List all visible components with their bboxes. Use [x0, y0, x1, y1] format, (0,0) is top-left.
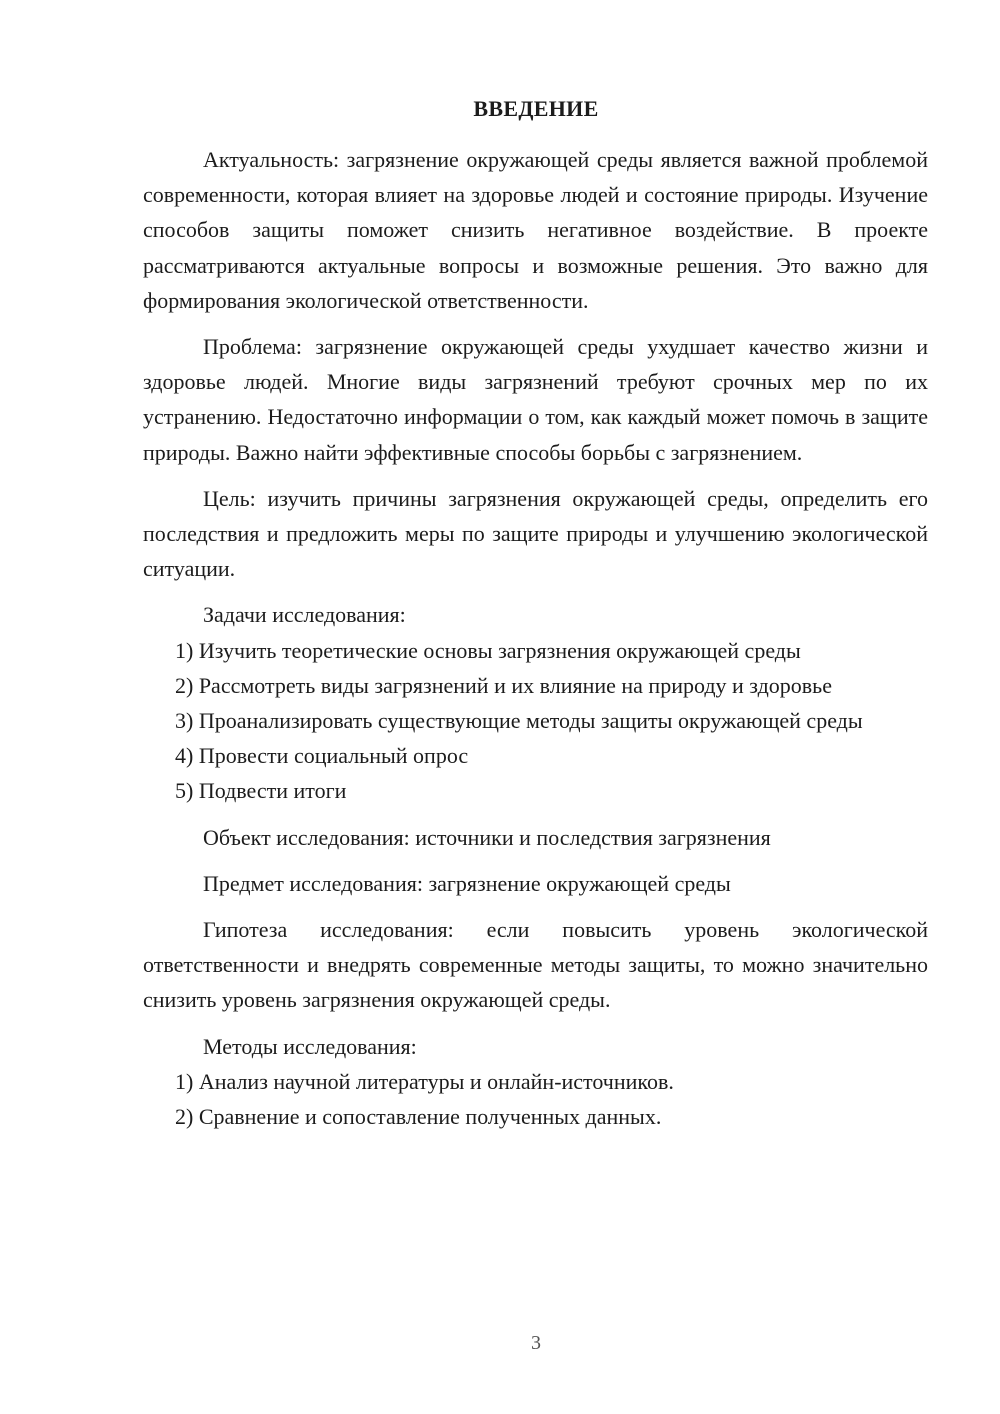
page-number: 3: [531, 1332, 541, 1354]
methods-heading: Методы исследования:: [203, 1033, 417, 1059]
method-item: 2) Сравнение и сопоставление полученных данных.: [175, 1104, 662, 1130]
task-item: 4) Провести социальный опрос: [175, 743, 469, 769]
subject-paragraph: Предмет исследования: загрязнение окружающей среды: [203, 870, 731, 896]
relevance-paragraph: Актуальность: загрязнение окружающей среды является важной проблемой современности, которая влияет на здоровье людей и состояние природы. Изучение способов защиты поможет снизить негативное воздействие. В проекте рассматриваются актуальные вопросы и возможные решения. Это важно для формирования экологической ответственности.: [143, 147, 928, 313]
object-paragraph: Объект исследования: источники и последствия загрязнения: [203, 824, 771, 850]
task-item: 2) Рассмотреть виды загрязнений и их влияние на природу и здоровье: [175, 672, 832, 698]
problem-paragraph: Проблема: загрязнение окружающей среды ухудшает качество жизни и здоровье людей. Многие виды загрязнений требуют срочных мер по их устранению. Недостаточно информации о том, как каждый может помочь в защите природы. Важно найти эффективные способы борьбы с загрязнением.: [143, 334, 928, 465]
task-item: 5) Подвести итоги: [175, 778, 347, 804]
task-item: 1) Изучить теоретические основы загрязнения окружающей среды: [175, 637, 801, 663]
goal-paragraph: Цель: изучить причины загрязнения окружающей среды, определить его последствия и предложить меры по защите природы и улучшению экологической ситуации.: [143, 485, 928, 582]
document-body: [143, 142, 928, 1134]
hypothesis-paragraph: Гипотеза исследования: если повысить уровень экологической ответственности и внедрять современные методы защиты, то можно значительно снизить уровень загрязнения окружающей среды.: [143, 917, 928, 1013]
page-title: ВВЕДЕНИЕ: [473, 96, 599, 121]
method-item: 1) Анализ научной литературы и онлайн-источников.: [175, 1068, 674, 1094]
tasks-heading: Задачи исследования:: [203, 602, 406, 628]
task-item: 3) Проанализировать существующие методы защиты окружающей среды: [175, 708, 863, 734]
